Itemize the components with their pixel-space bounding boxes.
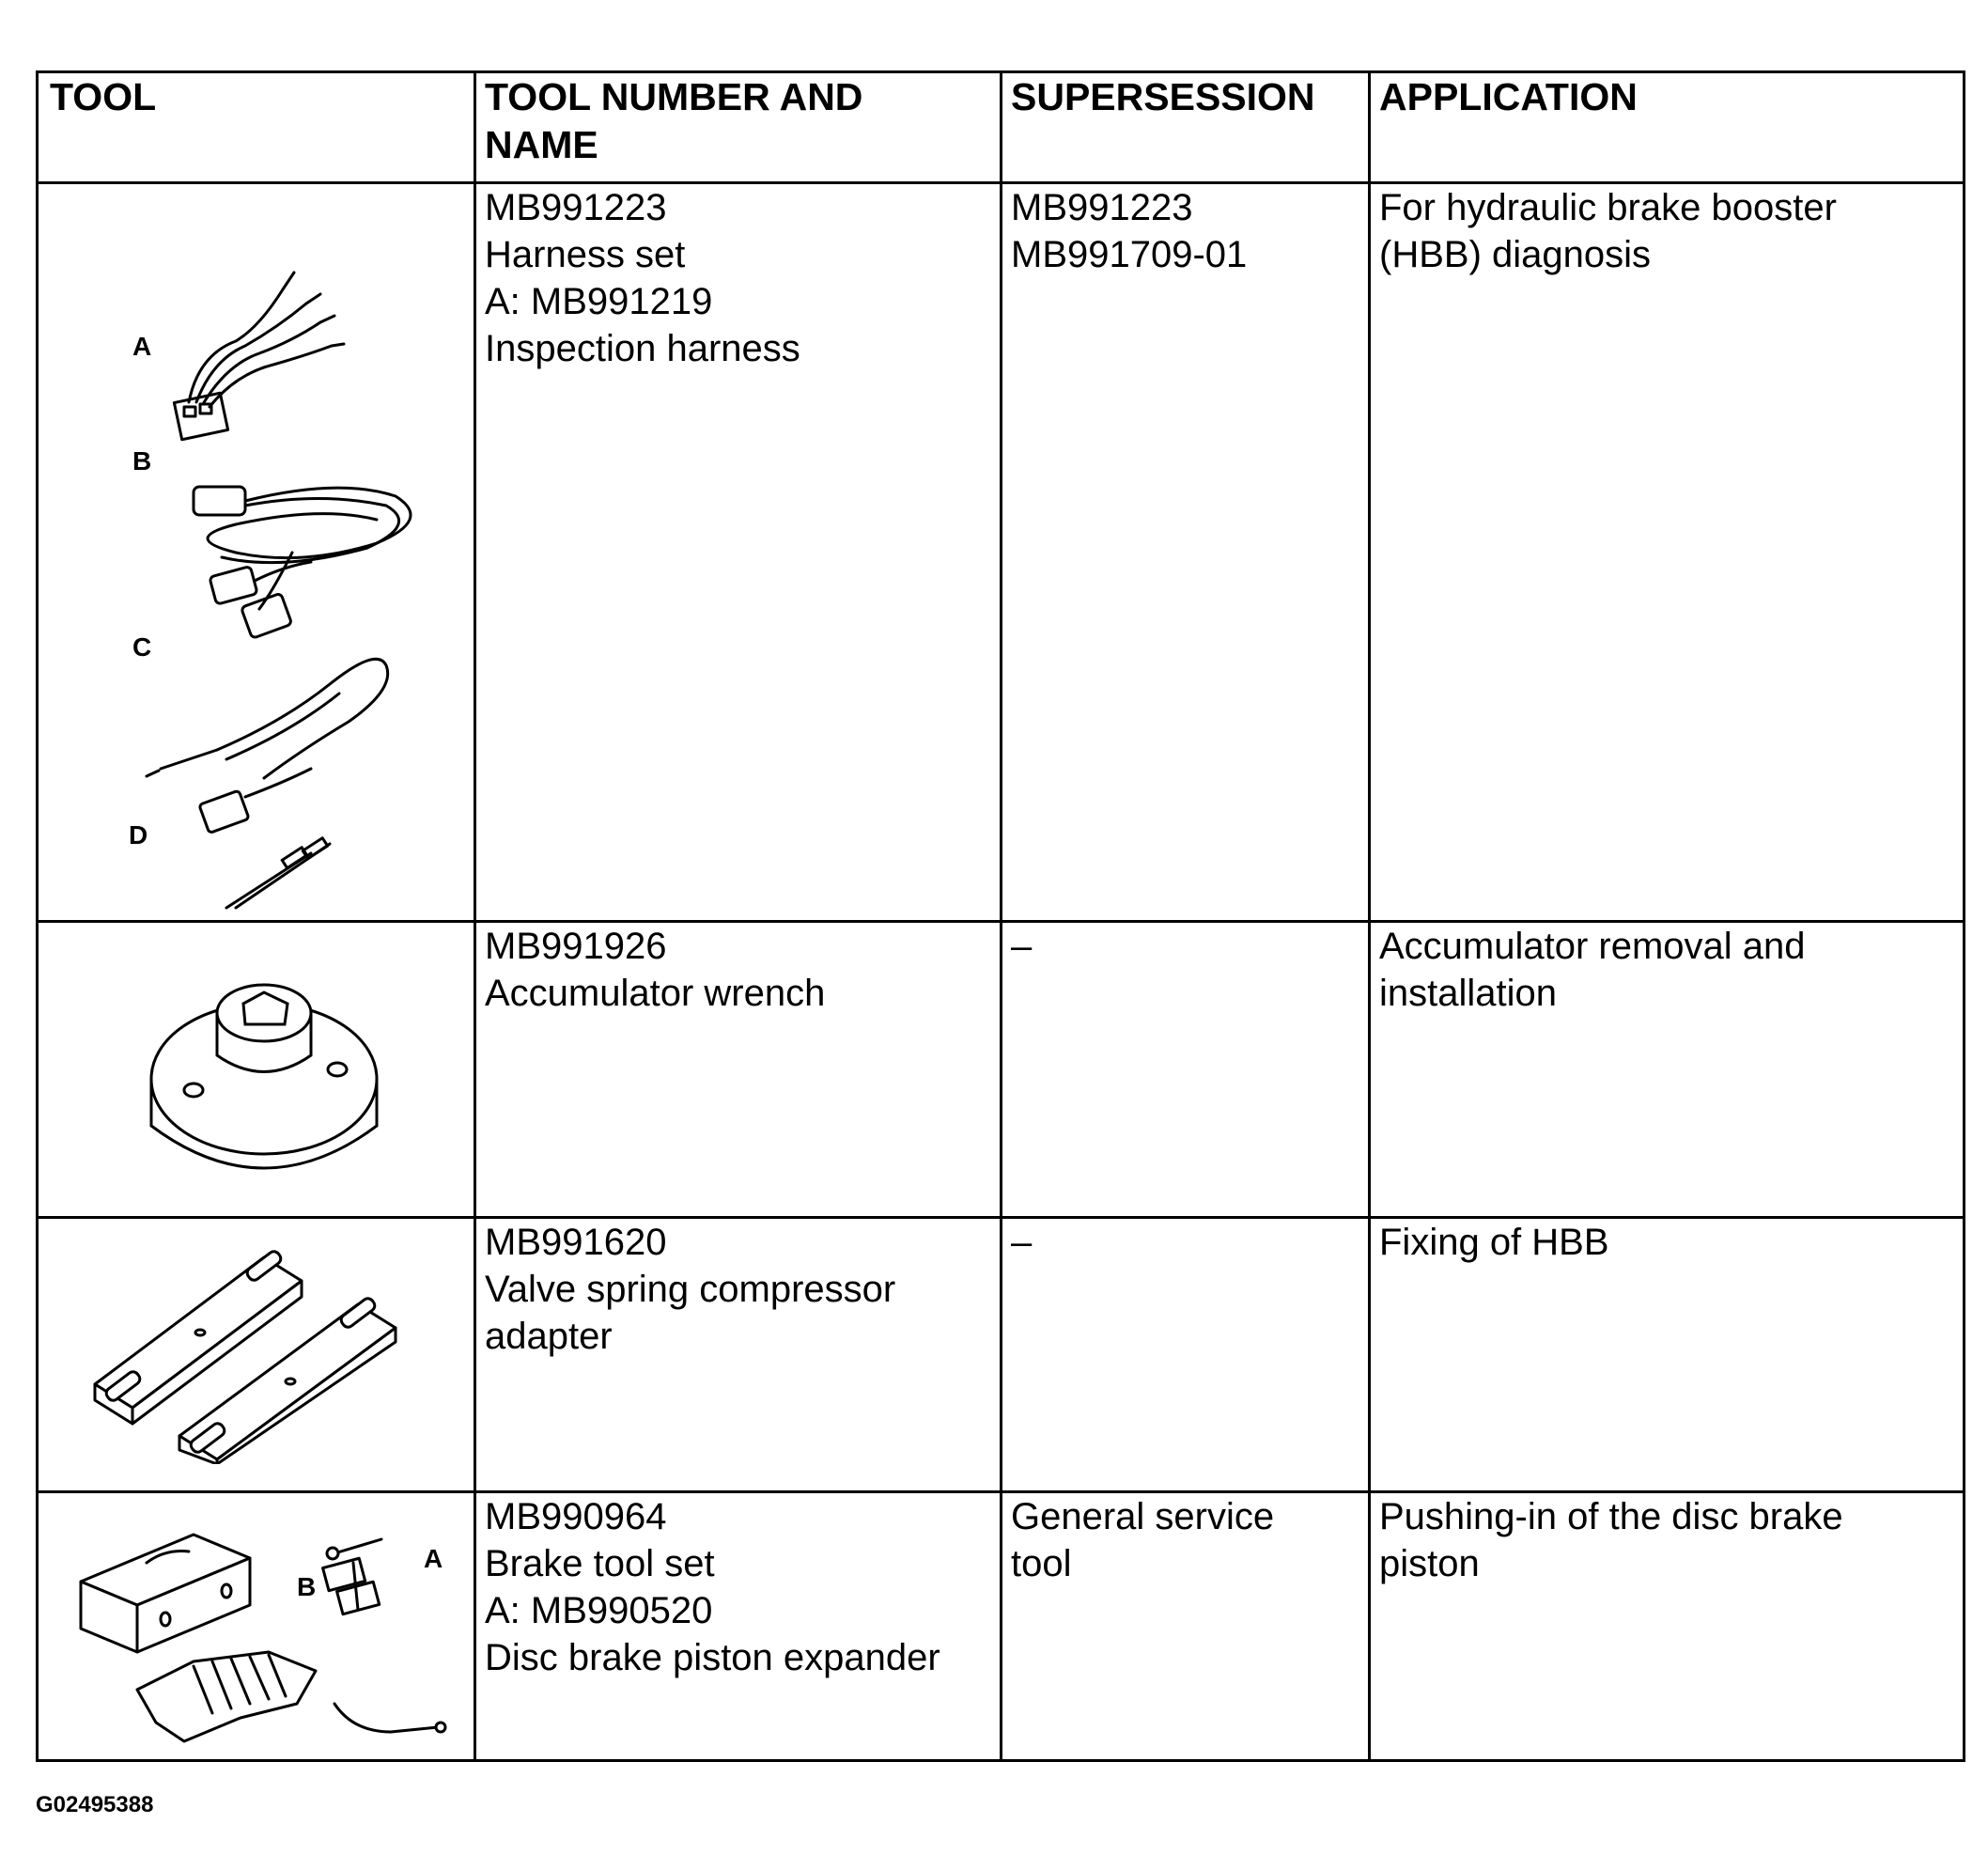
column-divider (474, 73, 476, 1759)
figure-label-a: A (424, 1544, 443, 1573)
header-supersession: SUPERSESSION (1011, 75, 1315, 118)
figure-label-d: D (129, 820, 148, 850)
row1-application: For hydraulic brake booster (HBB) diagnosis (1379, 187, 1837, 275)
header-tool-number-name: TOOL NUMBER AND NAME (485, 75, 863, 166)
figure-label-c: C (132, 632, 152, 662)
figure-label-b: B (132, 446, 152, 476)
figure-label-a: A (132, 332, 152, 361)
row3-application: Fixing of HBB (1379, 1222, 1609, 1263)
row-divider (39, 1216, 1963, 1219)
row4-number-name: MB990964 Brake tool set A: MB990520 Disc brake piston expander (485, 1496, 940, 1678)
special-tools-table (36, 70, 1965, 1762)
row2-supersession: – (1011, 926, 1033, 967)
row3-supersession: – (1011, 1222, 1033, 1263)
column-divider (1368, 73, 1371, 1759)
row3-number-name: MB991620 Valve spring compressor adapter (485, 1222, 896, 1357)
row4-supersession: General service tool (1011, 1496, 1275, 1584)
row1-number-name: MB991223 Harness set A: MB991219 Inspection harness (485, 187, 800, 369)
column-divider (1000, 73, 1002, 1759)
row1-supersession: MB991223 MB991709-01 (1011, 187, 1248, 275)
header-application: APPLICATION (1379, 75, 1638, 118)
harness-set-illustration (95, 195, 443, 910)
row2-number-name: MB991926 Accumulator wrench (485, 926, 826, 1014)
figure-label-b: B (297, 1572, 317, 1601)
brake-tool-set-illustration (71, 1506, 457, 1751)
header-tool: TOOL (50, 75, 157, 118)
accumulator-wrench-illustration (123, 975, 405, 1201)
figure-code: G02495388 (36, 1792, 154, 1817)
valve-spring-compressor-adapter-illustration (85, 1239, 443, 1464)
row4-application: Pushing-in of the disc brake piston (1379, 1496, 1843, 1584)
row2-application: Accumulator removal and installation (1379, 926, 1806, 1014)
